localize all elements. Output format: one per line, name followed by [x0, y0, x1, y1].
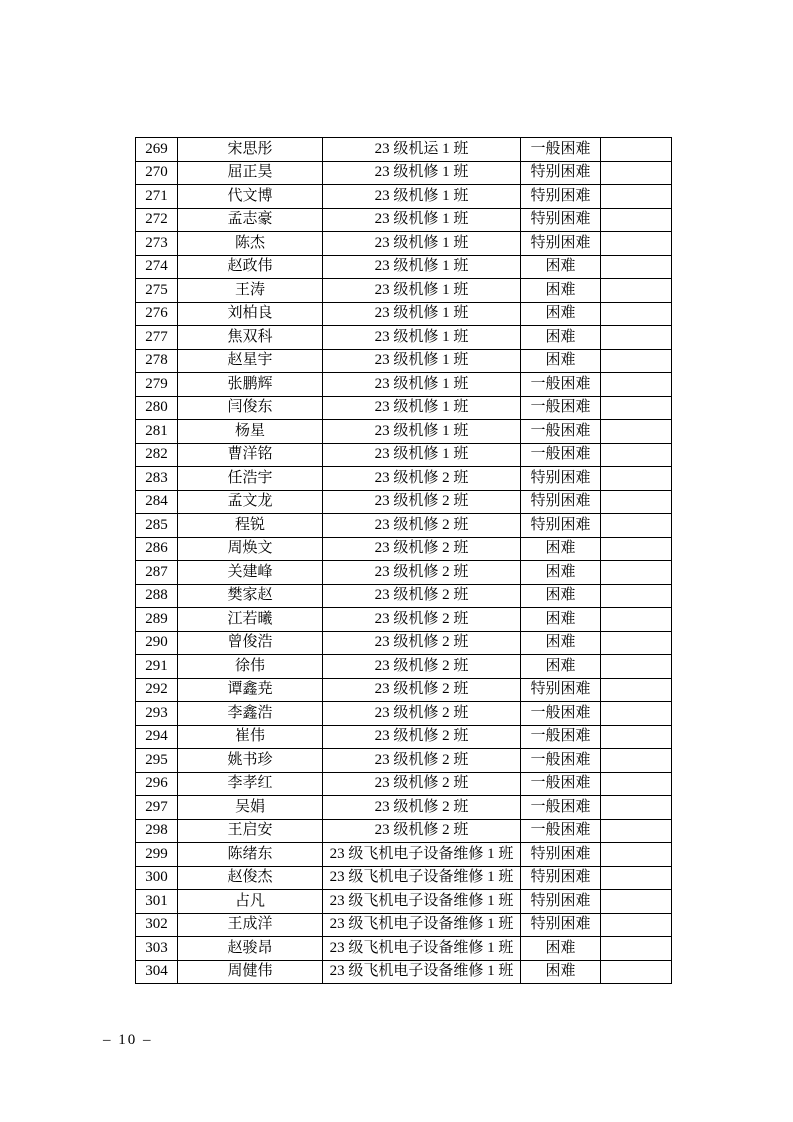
table-row	[136, 537, 672, 561]
class-cell: 23 级机修 2 班	[323, 678, 521, 702]
difficulty-level-cell: 一般困难	[521, 749, 601, 773]
difficulty-level-cell: 一般困难	[521, 725, 601, 749]
note-cell	[601, 678, 672, 702]
student-name-cell: 樊家赵	[178, 584, 323, 608]
table-row	[136, 655, 672, 679]
difficulty-level-cell: 一般困难	[521, 796, 601, 820]
note-cell	[601, 608, 672, 632]
note-cell	[601, 420, 672, 444]
note-cell	[601, 185, 672, 209]
difficulty-level-cell: 特别困难	[521, 890, 601, 914]
row-number-cell: 271	[136, 185, 178, 209]
student-name-cell: 程锐	[178, 514, 323, 538]
student-name-cell: 孟文龙	[178, 490, 323, 514]
class-cell: 23 级机修 1 班	[323, 443, 521, 467]
student-name-cell: 宋思彤	[178, 138, 323, 162]
difficulty-level-cell: 特别困难	[521, 467, 601, 491]
difficulty-level-cell: 一般困难	[521, 373, 601, 397]
note-cell	[601, 890, 672, 914]
table-row	[136, 772, 672, 796]
row-number-cell: 299	[136, 843, 178, 867]
note-cell	[601, 514, 672, 538]
page-number: – 10 –	[103, 1032, 153, 1048]
class-cell: 23 级机修 1 班	[323, 279, 521, 303]
row-number-cell: 288	[136, 584, 178, 608]
difficulty-level-cell: 特别困难	[521, 208, 601, 232]
note-cell	[601, 537, 672, 561]
note-cell	[601, 161, 672, 185]
row-number-cell: 276	[136, 302, 178, 326]
row-number-cell: 301	[136, 890, 178, 914]
student-name-cell: 王启安	[178, 819, 323, 843]
difficulty-level-cell: 特别困难	[521, 232, 601, 256]
student-name-cell: 王涛	[178, 279, 323, 303]
student-name-cell: 赵俊杰	[178, 866, 323, 890]
class-cell: 23 级机修 2 班	[323, 725, 521, 749]
class-cell: 23 级机修 2 班	[323, 467, 521, 491]
difficulty-level-cell: 困难	[521, 960, 601, 984]
student-name-cell: 周健伟	[178, 960, 323, 984]
note-cell	[601, 326, 672, 350]
difficulty-level-cell: 特别困难	[521, 678, 601, 702]
student-name-cell: 代文博	[178, 185, 323, 209]
difficulty-level-cell: 困难	[521, 584, 601, 608]
class-cell: 23 级机修 2 班	[323, 584, 521, 608]
difficulty-level-cell: 特别困难	[521, 843, 601, 867]
row-number-cell: 269	[136, 138, 178, 162]
note-cell	[601, 255, 672, 279]
student-name-cell: 王成洋	[178, 913, 323, 937]
class-cell: 23 级机修 1 班	[323, 420, 521, 444]
difficulty-level-cell: 一般困难	[521, 420, 601, 444]
difficulty-level-cell: 困难	[521, 937, 601, 961]
table-row	[136, 890, 672, 914]
class-cell: 23 级机修 1 班	[323, 208, 521, 232]
row-number-cell: 275	[136, 279, 178, 303]
table-row	[136, 161, 672, 185]
note-cell	[601, 396, 672, 420]
row-number-cell: 272	[136, 208, 178, 232]
difficulty-level-cell: 困难	[521, 608, 601, 632]
row-number-cell: 297	[136, 796, 178, 820]
student-name-cell: 李鑫浩	[178, 702, 323, 726]
note-cell	[601, 702, 672, 726]
class-cell: 23 级飞机电子设备维修 1 班	[323, 937, 521, 961]
class-cell: 23 级机修 1 班	[323, 396, 521, 420]
note-cell	[601, 138, 672, 162]
class-cell: 23 级机修 1 班	[323, 185, 521, 209]
row-number-cell: 289	[136, 608, 178, 632]
class-cell: 23 级机修 1 班	[323, 326, 521, 350]
note-cell	[601, 749, 672, 773]
student-name-cell: 赵骏昂	[178, 937, 323, 961]
student-name-cell: 陈杰	[178, 232, 323, 256]
note-cell	[601, 819, 672, 843]
table-row	[136, 913, 672, 937]
class-cell: 23 级飞机电子设备维修 1 班	[323, 960, 521, 984]
difficulty-level-cell: 一般困难	[521, 396, 601, 420]
row-number-cell: 284	[136, 490, 178, 514]
table-row	[136, 279, 672, 303]
class-cell: 23 级飞机电子设备维修 1 班	[323, 866, 521, 890]
student-name-cell: 江若曦	[178, 608, 323, 632]
student-name-cell: 曾俊浩	[178, 631, 323, 655]
student-name-cell: 杨星	[178, 420, 323, 444]
table-row	[136, 349, 672, 373]
class-cell: 23 级机修 1 班	[323, 302, 521, 326]
student-name-cell: 周焕文	[178, 537, 323, 561]
table-row	[136, 373, 672, 397]
class-cell: 23 级机修 2 班	[323, 655, 521, 679]
table-row	[136, 819, 672, 843]
difficulty-level-cell: 一般困难	[521, 702, 601, 726]
class-cell: 23 级飞机电子设备维修 1 班	[323, 843, 521, 867]
difficulty-level-cell: 特别困难	[521, 913, 601, 937]
difficulty-level-cell: 困难	[521, 537, 601, 561]
note-cell	[601, 866, 672, 890]
difficulty-level-cell: 特别困难	[521, 866, 601, 890]
class-cell: 23 级机修 2 班	[323, 561, 521, 585]
class-cell: 23 级机修 2 班	[323, 608, 521, 632]
difficulty-level-cell: 一般困难	[521, 772, 601, 796]
class-cell: 23 级机修 1 班	[323, 232, 521, 256]
row-number-cell: 295	[136, 749, 178, 773]
table-body	[136, 138, 672, 984]
student-name-cell: 闫俊东	[178, 396, 323, 420]
row-number-cell: 304	[136, 960, 178, 984]
student-name-cell: 关建峰	[178, 561, 323, 585]
student-name-cell: 刘柏良	[178, 302, 323, 326]
row-number-cell: 278	[136, 349, 178, 373]
row-number-cell: 291	[136, 655, 178, 679]
difficulty-level-cell: 一般困难	[521, 819, 601, 843]
difficulty-level-cell: 困难	[521, 561, 601, 585]
row-number-cell: 280	[136, 396, 178, 420]
note-cell	[601, 843, 672, 867]
student-name-cell: 张鹏辉	[178, 373, 323, 397]
row-number-cell: 283	[136, 467, 178, 491]
difficulty-level-cell: 特别困难	[521, 185, 601, 209]
table-row	[136, 420, 672, 444]
student-name-cell: 谭鑫尭	[178, 678, 323, 702]
student-name-cell: 任浩宇	[178, 467, 323, 491]
table-row	[136, 490, 672, 514]
class-cell: 23 级机修 2 班	[323, 796, 521, 820]
difficulty-level-cell: 困难	[521, 326, 601, 350]
note-cell	[601, 631, 672, 655]
row-number-cell: 303	[136, 937, 178, 961]
difficulty-level-cell: 困难	[521, 279, 601, 303]
difficulty-level-cell: 一般困难	[521, 443, 601, 467]
class-cell: 23 级机修 1 班	[323, 373, 521, 397]
class-cell: 23 级机修 2 班	[323, 490, 521, 514]
note-cell	[601, 960, 672, 984]
table-row	[136, 185, 672, 209]
row-number-cell: 274	[136, 255, 178, 279]
note-cell	[601, 443, 672, 467]
difficulty-level-cell: 困难	[521, 655, 601, 679]
row-number-cell: 279	[136, 373, 178, 397]
class-cell: 23 级机修 2 班	[323, 772, 521, 796]
table-row	[136, 725, 672, 749]
class-cell: 23 级机修 2 班	[323, 631, 521, 655]
student-name-cell: 姚书珍	[178, 749, 323, 773]
student-name-cell: 陈绪东	[178, 843, 323, 867]
note-cell	[601, 232, 672, 256]
row-number-cell: 286	[136, 537, 178, 561]
table-row	[136, 232, 672, 256]
row-number-cell: 293	[136, 702, 178, 726]
class-cell: 23 级机修 2 班	[323, 514, 521, 538]
row-number-cell: 285	[136, 514, 178, 538]
student-name-cell: 赵星宇	[178, 349, 323, 373]
student-name-cell: 吴娟	[178, 796, 323, 820]
note-cell	[601, 302, 672, 326]
student-name-cell: 李孝红	[178, 772, 323, 796]
student-name-cell: 赵政伟	[178, 255, 323, 279]
class-cell: 23 级机修 1 班	[323, 255, 521, 279]
row-number-cell: 294	[136, 725, 178, 749]
note-cell	[601, 725, 672, 749]
note-cell	[601, 937, 672, 961]
table-row	[136, 749, 672, 773]
note-cell	[601, 490, 672, 514]
student-name-cell: 崔伟	[178, 725, 323, 749]
row-number-cell: 290	[136, 631, 178, 655]
note-cell	[601, 772, 672, 796]
table-row	[136, 584, 672, 608]
table-row	[136, 702, 672, 726]
student-name-cell: 徐伟	[178, 655, 323, 679]
student-subsidy-table	[135, 137, 672, 984]
table-row	[136, 631, 672, 655]
student-name-cell: 曹洋铭	[178, 443, 323, 467]
row-number-cell: 277	[136, 326, 178, 350]
student-name-cell: 焦双科	[178, 326, 323, 350]
row-number-cell: 273	[136, 232, 178, 256]
table-row	[136, 396, 672, 420]
note-cell	[601, 467, 672, 491]
class-cell: 23 级机修 2 班	[323, 702, 521, 726]
table-row	[136, 608, 672, 632]
note-cell	[601, 584, 672, 608]
table-row	[136, 208, 672, 232]
difficulty-level-cell: 困难	[521, 255, 601, 279]
difficulty-level-cell: 困难	[521, 349, 601, 373]
class-cell: 23 级机修 2 班	[323, 819, 521, 843]
table-row	[136, 678, 672, 702]
table-row	[136, 960, 672, 984]
difficulty-level-cell: 特别困难	[521, 514, 601, 538]
row-number-cell: 287	[136, 561, 178, 585]
row-number-cell: 281	[136, 420, 178, 444]
row-number-cell: 300	[136, 866, 178, 890]
student-name-cell: 孟志豪	[178, 208, 323, 232]
note-cell	[601, 655, 672, 679]
note-cell	[601, 796, 672, 820]
row-number-cell: 282	[136, 443, 178, 467]
class-cell: 23 级机修 1 班	[323, 349, 521, 373]
table-row	[136, 561, 672, 585]
table-row	[136, 302, 672, 326]
row-number-cell: 270	[136, 161, 178, 185]
class-cell: 23 级飞机电子设备维修 1 班	[323, 913, 521, 937]
table-row	[136, 796, 672, 820]
note-cell	[601, 913, 672, 937]
student-name-cell: 屈正昊	[178, 161, 323, 185]
row-number-cell: 302	[136, 913, 178, 937]
note-cell	[601, 349, 672, 373]
note-cell	[601, 279, 672, 303]
table-row	[136, 138, 672, 162]
row-number-cell: 292	[136, 678, 178, 702]
table-row	[136, 866, 672, 890]
class-cell: 23 级机修 2 班	[323, 749, 521, 773]
row-number-cell: 296	[136, 772, 178, 796]
note-cell	[601, 373, 672, 397]
table-row	[136, 443, 672, 467]
table-row	[136, 326, 672, 350]
table-row	[136, 255, 672, 279]
class-cell: 23 级机修 1 班	[323, 161, 521, 185]
note-cell	[601, 208, 672, 232]
difficulty-level-cell: 一般困难	[521, 138, 601, 162]
class-cell: 23 级机运 1 班	[323, 138, 521, 162]
difficulty-level-cell: 困难	[521, 631, 601, 655]
row-number-cell: 298	[136, 819, 178, 843]
student-name-cell: 占凡	[178, 890, 323, 914]
difficulty-level-cell: 特别困难	[521, 490, 601, 514]
class-cell: 23 级飞机电子设备维修 1 班	[323, 890, 521, 914]
table-row	[136, 843, 672, 867]
difficulty-level-cell: 特别困难	[521, 161, 601, 185]
table-row	[136, 937, 672, 961]
class-cell: 23 级机修 2 班	[323, 537, 521, 561]
difficulty-level-cell: 困难	[521, 302, 601, 326]
note-cell	[601, 561, 672, 585]
table-row	[136, 467, 672, 491]
table-row	[136, 514, 672, 538]
